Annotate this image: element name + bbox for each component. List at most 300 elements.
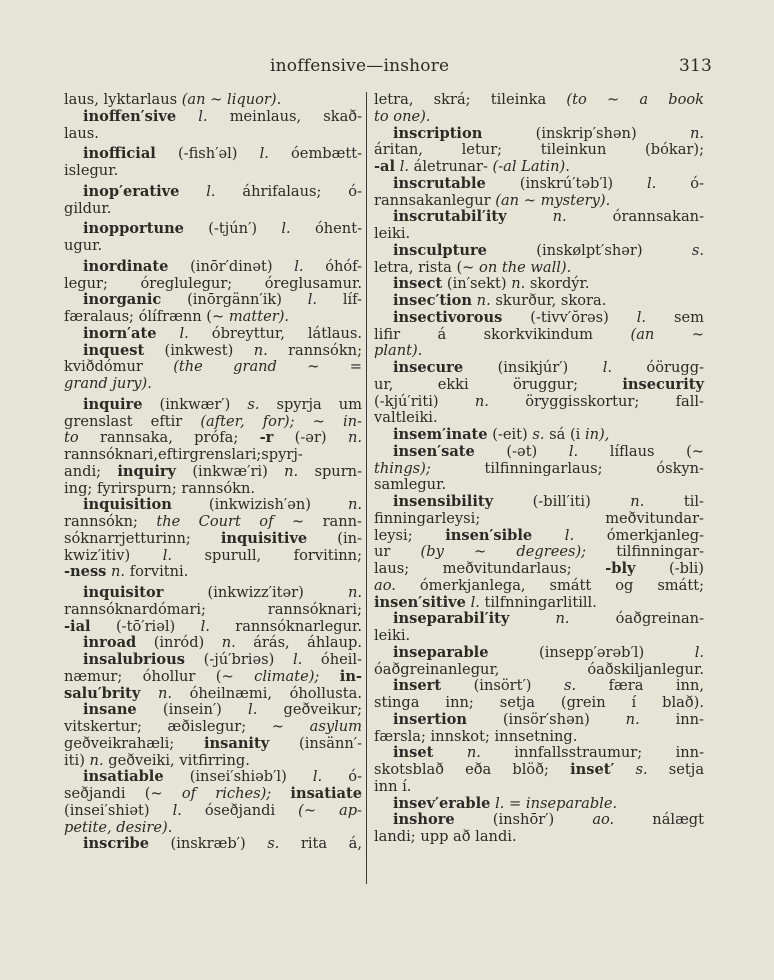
italic-text: inseparable.	[525, 794, 618, 812]
headword: insensibility	[393, 493, 494, 510]
italic-text: n.	[689, 124, 704, 142]
text-line	[374, 377, 704, 394]
text-line	[374, 511, 704, 528]
headword: inquire	[83, 395, 143, 413]
definition-text: =	[504, 794, 526, 812]
definition-text: óörugg-	[612, 359, 704, 376]
text-line	[374, 176, 704, 193]
definition-text	[140, 685, 158, 702]
italic-text: l.	[172, 801, 182, 819]
headword: inordinate	[83, 257, 169, 275]
definition-text: færalaus; ólífrænn (~	[64, 308, 229, 325]
definition-text: ó-	[656, 174, 705, 192]
headword: inquest	[83, 341, 145, 359]
definition-text: samlegur.	[374, 476, 447, 494]
text-line	[64, 326, 362, 343]
definition-text: (-jú′briəs)	[184, 651, 293, 668]
definition-text: (-bill′iti)	[493, 493, 631, 510]
definition-text: (inkwizish′ən)	[171, 496, 348, 514]
definition-text: spurull, forvitinn;	[172, 546, 362, 564]
italic-text: l.	[179, 324, 189, 342]
headword: inscription	[393, 124, 483, 142]
italic-text: l.	[636, 308, 647, 326]
definition-text: skurður, skora.	[490, 292, 607, 309]
definition-text: (insör′shən)	[466, 710, 626, 728]
text-line	[64, 652, 362, 669]
definition-text: (insei′shiəb′l)	[163, 768, 313, 786]
italic-text: petite, desire).	[64, 818, 173, 836]
text-line	[64, 836, 362, 853]
definition-text: ó-	[322, 768, 362, 786]
definition-text: (inkwæ′ri)	[176, 462, 285, 480]
definition-text: leysi;	[374, 526, 446, 544]
text-line	[374, 260, 704, 277]
text-line	[374, 276, 704, 293]
definition-text: (inskrú′təb′l)	[485, 174, 648, 192]
definition-text: (insepp′ərəb′l)	[488, 643, 695, 661]
definition-text: óhent-	[290, 220, 362, 238]
definition-text: rita á,	[279, 835, 362, 853]
italic-text: l.	[281, 220, 291, 238]
definition-text: (-tjún′)	[183, 220, 282, 238]
definition-text: ing; fyrirspurn; rannsókn.	[64, 479, 256, 497]
definition-text: setja	[647, 761, 705, 778]
definition-text: næmur; óhollur (~	[64, 667, 255, 685]
headword: insatiable	[83, 768, 164, 786]
definition-text: (inkwizz′itər)	[163, 584, 348, 601]
definition-text: spurn-	[298, 462, 362, 480]
definition-text: skotsblað eða blöð;	[374, 761, 571, 778]
italic-text: n.	[474, 392, 489, 410]
text-line	[64, 430, 362, 447]
text-line	[374, 611, 704, 628]
definition-text: rannsókn;	[267, 341, 362, 359]
headword: insect	[393, 275, 443, 293]
definition-text: óaðgreinan-	[569, 610, 704, 628]
definition-text: (insei′shiət)	[64, 801, 173, 819]
headword: insec′tion	[393, 292, 473, 309]
definition-text: óhóf-	[303, 257, 362, 275]
text-line	[374, 628, 704, 645]
text-line	[374, 745, 704, 762]
definition-text: (-ət)	[474, 442, 569, 460]
definition-text: laus, lyktarlaus	[64, 91, 182, 108]
headword: inscrutable	[393, 174, 486, 192]
definition-text: valtleiki.	[374, 409, 438, 427]
definition-text	[319, 668, 339, 685]
definition-text	[614, 761, 635, 778]
text-line	[374, 293, 704, 310]
definition-text: lifir á skorkvikindum	[374, 325, 631, 343]
definition-text: árás, áhlaup.	[235, 634, 362, 652]
text-line	[374, 762, 704, 779]
text-line	[64, 602, 362, 619]
italic-text: l.	[495, 794, 505, 812]
text-line	[64, 669, 362, 686]
italic-text: plant).	[374, 342, 423, 360]
text-line	[374, 226, 704, 243]
italic-text: l.	[694, 643, 704, 661]
text-line	[64, 820, 362, 837]
definition-text	[176, 108, 198, 125]
definition-text: landi; upp að landi.	[374, 828, 517, 845]
definition-text: (-bli)	[635, 560, 704, 577]
definition-text: (-tō′riəl)	[90, 617, 201, 635]
definition-text: rannsóknari,eftirgrenslari;spyrj-	[64, 446, 303, 463]
definition-text: ómerkjanleg-	[574, 526, 705, 544]
definition-text: líflaus (~	[578, 442, 704, 460]
definition-text: nálægt	[614, 811, 704, 829]
text-line	[64, 414, 362, 431]
definition-text: (insänn′-	[269, 734, 362, 752]
text-line	[64, 514, 362, 531]
italic-text: things);	[374, 459, 431, 477]
italic-text: l.	[206, 182, 216, 200]
italic-text: (an ~ mystery).	[495, 191, 611, 209]
running-head	[0, 56, 774, 80]
text-line	[64, 126, 362, 143]
definition-text: iti)	[64, 751, 90, 769]
definition-text: rannsóknardómari; rannsóknari;	[64, 600, 362, 618]
italic-text: n.	[284, 462, 299, 480]
headword: insalubrious	[83, 651, 185, 668]
text-line	[374, 695, 704, 712]
text-line	[374, 662, 704, 679]
definition-text: legur; óreglulegur; óreglusamur.	[64, 274, 362, 292]
italic-text: n.	[347, 496, 362, 514]
definition-text: geðveikur;	[257, 701, 362, 719]
text-line	[64, 259, 362, 276]
text-line	[374, 729, 704, 746]
definition-text: (inshōr′)	[454, 811, 593, 829]
definition-text: meinlaus, skað-	[207, 107, 363, 125]
headword: inquiry	[117, 462, 177, 480]
text-line	[374, 109, 704, 126]
text-line	[374, 477, 704, 494]
definition-text: vitskertur; æðislegur; ~	[64, 718, 310, 735]
headword: insen′sible	[445, 526, 533, 544]
italic-text: n.	[89, 751, 104, 769]
italic-text: (to ~ a book	[566, 91, 705, 108]
text-line	[374, 528, 704, 545]
text-line	[374, 779, 704, 796]
definition-text: tilfinningarlaus; óskyn-	[430, 459, 704, 477]
headword: inscribe	[83, 835, 149, 853]
italic-text: s.	[267, 835, 280, 853]
definition-text: (inkwest)	[144, 341, 254, 359]
italic-text: (an ~	[630, 325, 704, 343]
text-line	[374, 360, 704, 377]
text-line	[64, 619, 362, 636]
italic-text: l.	[470, 593, 480, 611]
text-line	[374, 678, 704, 695]
italic-text: s.	[635, 761, 648, 778]
italic-text: l.	[200, 617, 210, 635]
definition-text: (inkwær′)	[142, 395, 248, 413]
text-line	[64, 497, 362, 514]
definition-text: órannsakan-	[566, 208, 705, 226]
italic-text: n.	[511, 275, 526, 293]
definition-text: geðveiki, vitfirring.	[103, 751, 250, 769]
italic-text: l.	[259, 145, 269, 163]
italic-text: (after, for); ~ in-	[200, 412, 362, 430]
italic-text: l.	[647, 174, 657, 192]
column-divider	[366, 92, 367, 884]
italic-text: n.	[347, 584, 362, 601]
headword: -ial	[64, 617, 91, 635]
italic-text: l.	[568, 442, 579, 460]
headword: insem′inate	[393, 426, 488, 443]
text-line	[374, 327, 704, 344]
italic-text: (~ ap-	[298, 801, 362, 819]
definition-text: (insört′)	[441, 677, 564, 695]
text-line	[374, 126, 704, 143]
italic-text: (-al Latin).	[492, 158, 570, 175]
running-head-title: inoffensive—inshore	[270, 56, 450, 76]
text-line	[64, 163, 362, 180]
text-line	[374, 595, 704, 612]
text-line	[64, 585, 362, 602]
headword: inroad	[83, 634, 137, 652]
text-line	[374, 394, 704, 411]
definition-text	[271, 785, 290, 802]
definition-text: seðjandi (~	[64, 785, 182, 802]
italic-text: n.	[347, 429, 362, 447]
definition-text: áritan, letur; tileinkun (bókar);	[374, 141, 704, 159]
italic-text: l.	[294, 257, 304, 275]
definition-text: finningarleysi; meðvitundar-	[374, 509, 704, 527]
definition-text: laus; meðvitundarlaus;	[374, 560, 606, 577]
headword: insectivorous	[393, 308, 503, 326]
text-line	[374, 494, 704, 511]
headword: inquisitor	[83, 584, 164, 601]
text-line	[64, 481, 362, 498]
definition-text: ur	[374, 543, 421, 561]
italic-text: s.	[247, 395, 260, 413]
definition-text: (insein′)	[136, 701, 249, 719]
definition-text: (inōrgänn′ik)	[161, 291, 308, 309]
definition-text: sem	[646, 308, 704, 326]
text-line	[64, 719, 362, 736]
text-line	[64, 753, 362, 770]
definition-text	[532, 527, 565, 544]
italic-text: climate);	[254, 667, 320, 685]
headword: insertion	[393, 710, 467, 728]
definition-text: sá (i	[544, 426, 585, 443]
definition-text	[509, 610, 555, 627]
definition-text: (-fish′əl)	[155, 145, 260, 163]
headword: inquisition	[83, 496, 172, 514]
text-line	[64, 635, 362, 652]
italic-text: n.	[111, 563, 126, 581]
text-line	[374, 461, 704, 478]
text-line	[374, 796, 704, 813]
headword: insev′erable	[393, 794, 491, 812]
headword: insert	[393, 677, 442, 695]
definition-text: (-tivv′ŏrəs)	[502, 308, 637, 326]
definition-text: (-kjú′riti)	[374, 392, 475, 410]
text-line	[374, 829, 704, 846]
text-line	[374, 209, 704, 226]
italic-text: n.	[555, 610, 570, 628]
italic-text: grand jury).	[64, 375, 152, 392]
definition-text: inn í.	[374, 777, 412, 795]
headword: inseparable	[393, 643, 489, 661]
definition-text: leiki.	[374, 225, 411, 242]
headword: insculpture	[393, 241, 487, 259]
italic-text: (an ~ liquor).	[181, 91, 282, 108]
headword: inseparabil′ity	[393, 610, 510, 628]
definition-text: (-eit)	[487, 426, 533, 443]
text-line	[374, 444, 704, 461]
text-line	[64, 359, 362, 376]
text-line	[374, 343, 704, 360]
italic-text: l.	[198, 107, 208, 125]
definition-text: færsla; innskot; innsetning.	[374, 727, 578, 745]
definition-text: óbreyttur, látlaus.	[188, 324, 362, 342]
text-line	[374, 812, 704, 829]
definition-text: tilfnningarlitill.	[479, 593, 597, 611]
italic-text: in),	[584, 426, 610, 443]
headword: inset	[393, 744, 434, 762]
definition-text: innfallsstraumur; inn-	[480, 744, 704, 762]
headword: inquisitive	[220, 529, 308, 547]
italic-text: l.	[162, 546, 172, 564]
definition-text: stinga inn; setja (grein í blað).	[374, 694, 704, 711]
text-line	[374, 243, 704, 260]
definition-text: rannsókn;	[64, 513, 157, 530]
headword: inscrutabil′ity	[393, 208, 507, 226]
italic-text: ao.	[592, 811, 615, 829]
text-line	[374, 310, 704, 327]
definition-text: (in-	[307, 529, 362, 547]
italic-text: l.	[248, 701, 258, 719]
italic-text: to	[64, 429, 79, 447]
italic-text: n.	[476, 292, 491, 309]
text-line	[64, 376, 362, 393]
italic-text: l.	[312, 768, 323, 786]
italic-text: to one).	[374, 107, 431, 125]
text-line	[64, 276, 362, 293]
headword: inorganic	[83, 291, 162, 309]
text-line	[374, 561, 704, 578]
definition-text: forvitni.	[125, 563, 189, 581]
text-line	[374, 578, 704, 595]
italic-text: n.	[552, 208, 567, 226]
definition-text: (in′sekt)	[442, 275, 512, 293]
definition-text: óseðjandi	[181, 801, 299, 819]
definition-text: áhrifalaus; ó-	[215, 182, 362, 200]
text-line	[64, 786, 362, 803]
italic-text: s.	[532, 426, 545, 443]
text-line	[64, 309, 362, 326]
definition-text: áletrunar-	[409, 158, 493, 175]
definition-text: óheilnæmi, óhollusta.	[171, 684, 362, 702]
text-line	[374, 712, 704, 729]
headword: -ness	[64, 563, 107, 581]
headword: -r	[259, 429, 274, 447]
definition-text: ómerkjanlega, smátt og smátt;	[395, 576, 704, 594]
italic-text: of riches);	[181, 785, 272, 802]
headword: inshore	[393, 811, 455, 829]
text-line	[374, 142, 704, 159]
italic-text: n.	[625, 710, 640, 728]
italic-text: (the grand ~ =	[173, 358, 362, 376]
definition-text: leiki.	[374, 627, 411, 644]
definition-text: rannsakanlegur	[374, 191, 496, 209]
definition-text: ugur.	[64, 237, 103, 254]
definition-text: sóknarrjetturinn;	[64, 529, 221, 547]
definition-text: letra, rista (~	[374, 258, 480, 276]
headword: inop′erative	[83, 182, 180, 200]
text-line	[374, 193, 704, 210]
definition-text	[433, 744, 466, 761]
italic-text: l.	[602, 359, 612, 376]
headword: insatiate	[290, 785, 363, 802]
text-line	[64, 109, 362, 126]
italic-text: n.	[630, 493, 645, 510]
headword: insane	[83, 701, 137, 719]
text-line	[64, 803, 362, 820]
definition-text: kwiz′itiv)	[64, 546, 163, 564]
text-line	[64, 531, 362, 548]
page-number: 313	[679, 56, 713, 76]
headword: insecurity	[622, 375, 704, 393]
text-line	[64, 686, 362, 703]
definition-text: letra, skrá; tileinka	[374, 91, 567, 108]
definition-text	[179, 183, 206, 200]
headword: inset′	[570, 761, 615, 778]
headword: in-	[339, 667, 362, 685]
right-column	[374, 92, 704, 846]
text-line	[64, 548, 362, 565]
text-line	[64, 769, 362, 786]
definition-text: laus.	[64, 124, 99, 142]
definition-text: tilfinningar-	[586, 543, 704, 561]
italic-text: l.	[307, 291, 318, 309]
italic-text: ao.	[374, 576, 396, 594]
italic-text: n.	[157, 684, 172, 702]
headword: insanity	[204, 734, 270, 752]
italic-text: s.	[691, 241, 704, 259]
text-line	[64, 201, 362, 218]
definition-text: líf-	[317, 291, 362, 309]
definition-text: óaðgreinanlegur, óaðskiljanlegur.	[374, 660, 704, 678]
definition-text: (inskølpt′shər)	[486, 241, 692, 259]
definition-text: ur, ekki öruggur;	[374, 375, 623, 393]
headword: inorn′ate	[83, 324, 157, 342]
text-line	[64, 447, 362, 464]
headword: -al	[374, 158, 396, 175]
definition-text: (inskræb′)	[148, 835, 268, 853]
definition-text: geðveikrahæli;	[64, 734, 204, 752]
text-line	[374, 410, 704, 427]
text-line	[374, 645, 704, 662]
definition-text: inn-	[639, 710, 704, 728]
definition-text: grenslast eftir	[64, 412, 201, 430]
definition-text: (inōr′dinət)	[168, 257, 295, 275]
italic-text: n.	[466, 744, 481, 762]
left-column	[64, 92, 362, 853]
definition-text	[157, 325, 180, 342]
italic-text: asylum	[309, 718, 362, 735]
definition-text: spyrja um	[259, 395, 363, 413]
headword: insen′sitive	[374, 593, 466, 611]
definition-text	[507, 208, 553, 225]
definition-text: islegur.	[64, 162, 119, 179]
definition-text: óembætt-	[268, 145, 362, 163]
text-line	[374, 544, 704, 561]
